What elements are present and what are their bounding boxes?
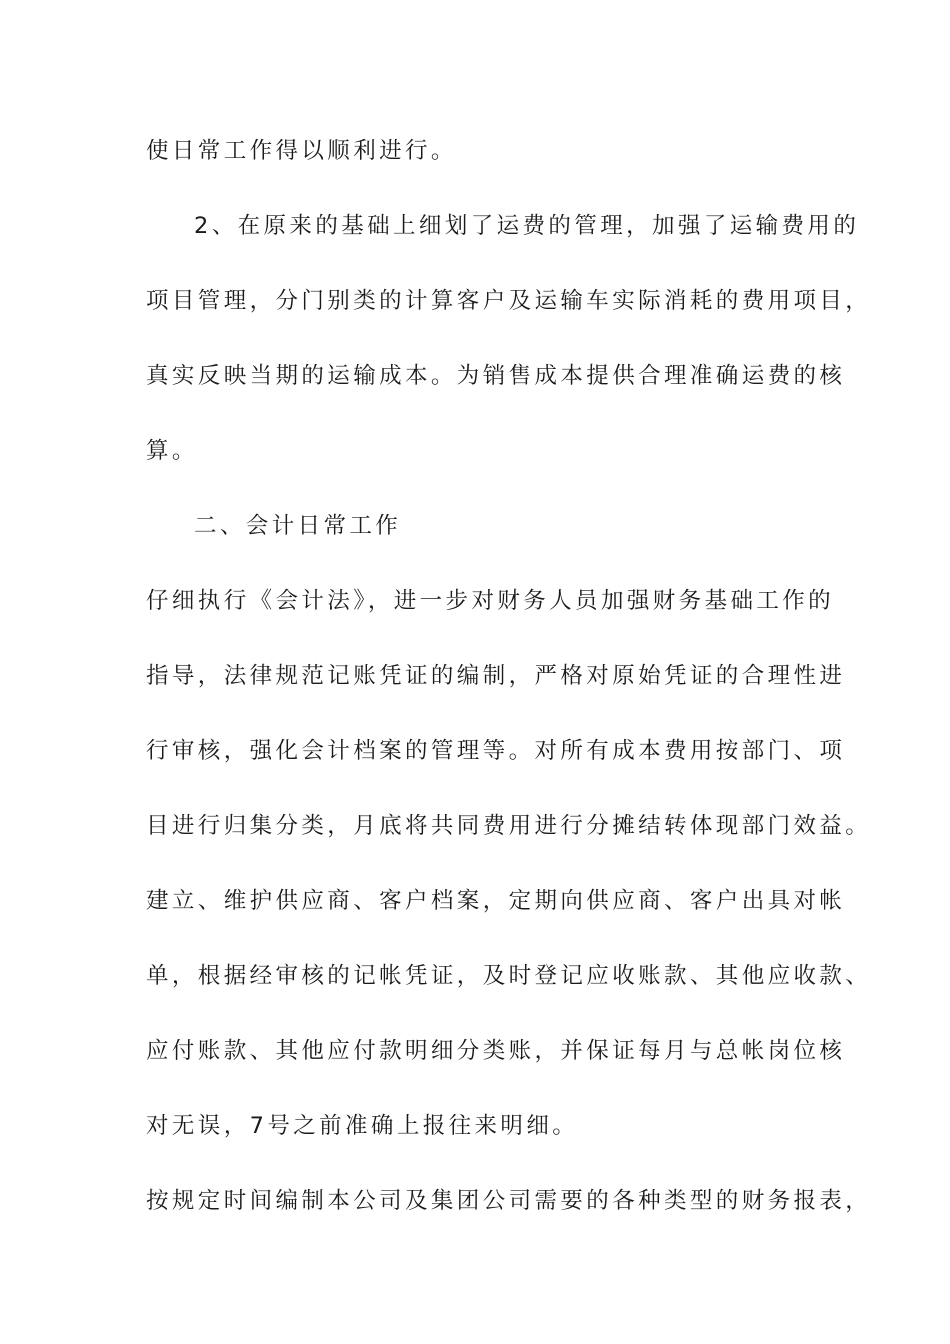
- text-line: 指导，法律规范记账凭证的编制，严格对原始凭证的合理性进: [146, 663, 846, 689]
- text-line: 项目管理，分门别类的计算客户及运输车实际消耗的费用项目，: [146, 288, 872, 314]
- text-line: 算。: [146, 438, 198, 464]
- numbered-paragraph-line: 2、在原来的基础上细划了运费的管理，加强了运输费用的: [194, 213, 860, 239]
- text-line: 目进行归集分类，月底将共同费用进行分摊结转体现部门效益。: [146, 813, 872, 839]
- text-line: 真实反映当期的运输成本。为销售成本提供合理准确运费的核: [146, 363, 846, 389]
- text-line: 单，根据经审核的记帐凭证，及时登记应收账款、其他应收款、: [146, 963, 872, 989]
- text-line: 按规定时间编制本公司及集团公司需要的各种类型的财务报表，: [146, 1188, 872, 1214]
- text-line: 建立、维护供应商、客户档案，定期向供应商、客户出具对帐: [146, 888, 846, 914]
- text-line: 仔细执行《会计法》，进一步对财务人员加强财务基础工作的: [146, 588, 835, 614]
- text-line: 行审核，强化会计档案的管理等。对所有成本费用按部门、项: [146, 738, 846, 764]
- text-line: 应付账款、其他应付款明细分类账，并保证每月与总帐岗位核: [146, 1038, 846, 1064]
- text-line: 使日常工作得以顺利进行。: [146, 138, 457, 164]
- section-heading: 二、会计日常工作: [194, 513, 402, 539]
- text-line: 对无误，7号之前准确上报往来明细。: [146, 1113, 579, 1139]
